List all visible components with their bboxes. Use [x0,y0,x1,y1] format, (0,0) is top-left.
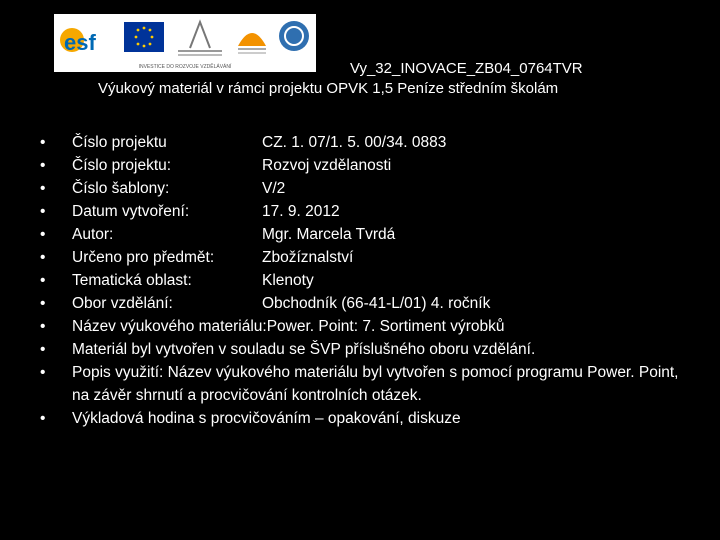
bullet: • [40,134,46,151]
item-label: Určeno pro předmět: [72,249,215,266]
bullet: • [40,341,46,358]
item-text: Název výukového materiálu:Power. Point: 7. Sortiment výrobků [72,318,505,335]
bullet: • [40,295,46,312]
material-code: Vy_32_INOVACE_ZB04_0764TVR [350,60,583,77]
item-label: Autor: [72,226,114,243]
list-item [40,407,700,430]
item-value: Rozvoj vzdělanosti [262,157,392,174]
logo-band [54,14,316,72]
item-text: Materiál byl vytvořen v souladu se ŠVP příslušného oboru vzdělání. [72,341,536,358]
page-subtitle: Výukový materiál v rámci projektu OPVK 1,5 Peníze středním školám [98,80,559,97]
eu-flag-logo [124,22,164,52]
item-label: Datum vytvoření: [72,203,190,220]
item-label: Číslo projektu [72,134,167,151]
op-vk-logo [234,18,270,60]
item-value: Zbožíznalství [262,249,354,266]
school-logo [276,18,312,60]
invest-text: INVESTICE DO ROZVOJE VZDĚLÁVÁNÍ [138,64,232,70]
list-item [40,315,700,338]
bullet: • [40,157,46,174]
bullet: • [40,364,46,381]
list-item [40,361,700,407]
item-label: Číslo šablony: [72,180,170,197]
item-value: Mgr. Marcela Tvrdá [262,226,396,243]
item-value: 17. 9. 2012 [262,203,340,220]
item-label: Tematická oblast: [72,272,192,289]
bullet: • [40,410,46,427]
svg-text:esf: esf [64,30,96,55]
item-value: V/2 [262,180,286,197]
bullet: • [40,272,46,289]
bullet: • [40,226,46,243]
item-value: Klenoty [262,272,314,289]
list-item [40,269,700,292]
list-item [40,177,700,200]
bullet: • [40,249,46,266]
esf-logo [58,18,120,60]
item-text: Popis využití: Název výukového materiálu byl vytvořen s pomocí programu Power. Point, na závěr shrnutí a procvičování kontrolních otázek. [72,364,679,404]
list-item [40,338,700,361]
bullet: • [40,180,46,197]
item-text: Výkladová hodina s procvičováním – opakování, diskuze [72,410,461,427]
list-item [40,154,700,177]
bullet: • [40,203,46,220]
bullet: • [40,318,46,335]
item-label: Číslo projektu: [72,157,172,174]
item-value: Obchodník (66-41-L/01) 4. ročník [262,295,491,312]
item-label: Obor vzdělání: [72,295,173,312]
list-item [40,246,700,269]
list-item [40,200,700,223]
list-item [40,131,700,154]
item-value: CZ. 1. 07/1. 5. 00/34. 0883 [262,134,447,151]
list-item [40,223,700,246]
info-list [40,131,700,430]
msmt-logo [170,18,230,60]
list-item [40,292,700,315]
